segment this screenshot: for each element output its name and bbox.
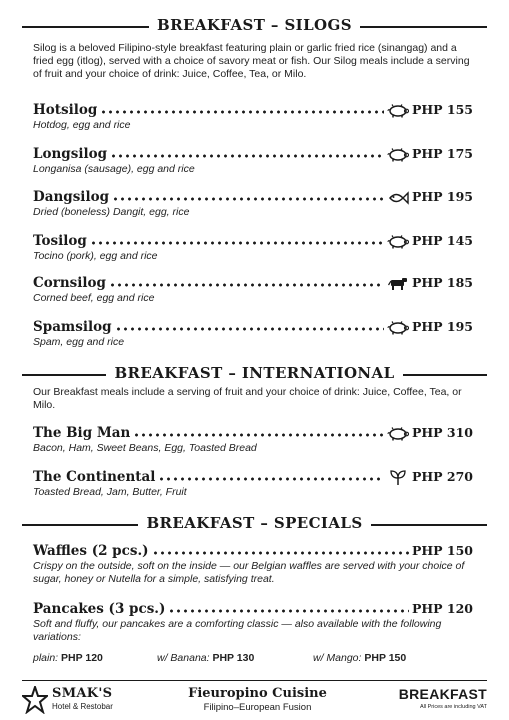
item-price: PHP 145 <box>411 233 473 248</box>
dot-leader <box>90 241 384 245</box>
item-name: Cornsilog <box>33 275 106 291</box>
star-icon <box>22 686 48 714</box>
item-price: PHP 310 <box>411 425 473 440</box>
item-price: PHP 150 <box>411 543 473 558</box>
item-name: The Big Man <box>33 425 131 441</box>
item-description: Toasted Bread, Jam, Butter, Fruit <box>33 486 187 498</box>
item-name: Longsilog <box>33 146 108 162</box>
dot-leader <box>112 197 384 201</box>
item-name: Waffles (2 pcs.) <box>33 543 149 559</box>
menu-item <box>33 318 473 349</box>
item-name: Hotsilog <box>33 102 98 118</box>
item-price: PHP 195 <box>411 319 473 334</box>
section-title: BREAKFAST – SPECIALS <box>138 514 370 532</box>
section-header-specials <box>0 514 509 534</box>
item-name: Pancakes (3 pcs.) <box>33 601 166 617</box>
dot-leader <box>115 327 384 331</box>
menu-item <box>33 600 473 644</box>
dot-leader <box>152 551 409 555</box>
menu-item <box>33 424 473 455</box>
pig-icon <box>387 426 409 441</box>
variation-mango: w/ Mango: PHP 150 <box>313 652 407 664</box>
item-description: Hotdog, egg and rice <box>33 119 131 131</box>
item-name: The Continental <box>33 469 156 485</box>
pig-icon <box>387 147 409 162</box>
pig-icon <box>387 103 409 118</box>
footer-rule <box>22 680 487 681</box>
item-name: Spamsilog <box>33 319 112 335</box>
dot-leader <box>158 477 384 481</box>
dot-leader <box>133 433 384 437</box>
item-name: Tosilog <box>33 233 87 249</box>
item-description: Corned beef, egg and rice <box>33 292 155 304</box>
leaf-icon <box>387 470 409 485</box>
item-price: PHP 155 <box>411 102 473 117</box>
category-block <box>399 686 487 710</box>
section-title: BREAKFAST – SILOGS <box>149 16 360 34</box>
item-name: Dangsilog <box>33 189 110 205</box>
footer <box>0 680 509 720</box>
item-description: Longanisa (sausage), egg and rice <box>33 163 195 175</box>
cow-icon <box>387 276 409 291</box>
menu-item <box>33 542 473 586</box>
menu-item <box>33 101 473 132</box>
item-description: Dried (boneless) Dangit, egg, rice <box>33 206 190 218</box>
brand-name: SMAK'S <box>52 686 113 701</box>
item-price: PHP 270 <box>411 469 473 484</box>
menu-item <box>33 274 473 305</box>
item-price: PHP 195 <box>411 189 473 204</box>
dot-leader <box>100 110 384 114</box>
item-price: PHP 175 <box>411 146 473 161</box>
menu-item <box>33 232 473 263</box>
category-title: BREAKFAST <box>398 686 487 702</box>
dot-leader <box>110 154 384 158</box>
cuisine-subtitle: Filipino–European Fusion <box>203 702 312 713</box>
brand-subtitle: Hotel & Restobar <box>52 702 113 711</box>
item-description: Crispy on the outside, soft on the inside — our Belgian waffles are served with your choice of sugar, honey or Nutella for a simple, satisfying treat. <box>33 560 465 585</box>
dot-leader <box>109 283 384 287</box>
section-title: BREAKFAST – INTERNATIONAL <box>106 364 402 382</box>
section-intro: Our Breakfast meals include a serving of fruit and your choice of drink: Juice, Coffee, Tea, or Milo. <box>33 386 462 412</box>
variation-plain: plain: PHP 120 <box>33 652 103 664</box>
section-header-international <box>0 364 509 384</box>
menu-item <box>33 188 473 219</box>
item-price: PHP 185 <box>411 275 473 290</box>
item-description: Bacon, Ham, Sweet Beans, Egg, Toasted Bread <box>33 442 257 454</box>
dot-leader <box>168 609 409 613</box>
item-description: Tocino (pork), egg and rice <box>33 250 158 262</box>
cuisine-title: Fieuropino Cuisine <box>188 686 327 701</box>
item-description: Soft and fluffy, our pancakes are a comforting classic — also available with the following variations: <box>33 618 442 643</box>
menu-item <box>33 468 473 499</box>
item-description: Spam, egg and rice <box>33 336 125 348</box>
vat-note: All Prices are including VAT <box>419 704 487 710</box>
fish-icon <box>387 190 409 205</box>
pig-icon <box>387 320 409 335</box>
cuisine-block <box>165 686 350 713</box>
variation-banana: w/ Banana: PHP 130 <box>157 652 255 664</box>
brand-logo <box>22 684 142 716</box>
section-header-silogs <box>0 16 509 36</box>
item-price: PHP 120 <box>411 601 473 616</box>
menu-item <box>33 145 473 176</box>
section-intro: Silog is a beloved Filipino-style breakfast featuring plain or garlic fried rice (sinangag) and a fried egg (itlog), served with a choice of savory meat or fish. Our Silog meals include a serving of fruit and your choice of drink: Juice, Coffee, Tea, or Milo. <box>33 42 470 81</box>
pig-icon <box>387 234 409 249</box>
